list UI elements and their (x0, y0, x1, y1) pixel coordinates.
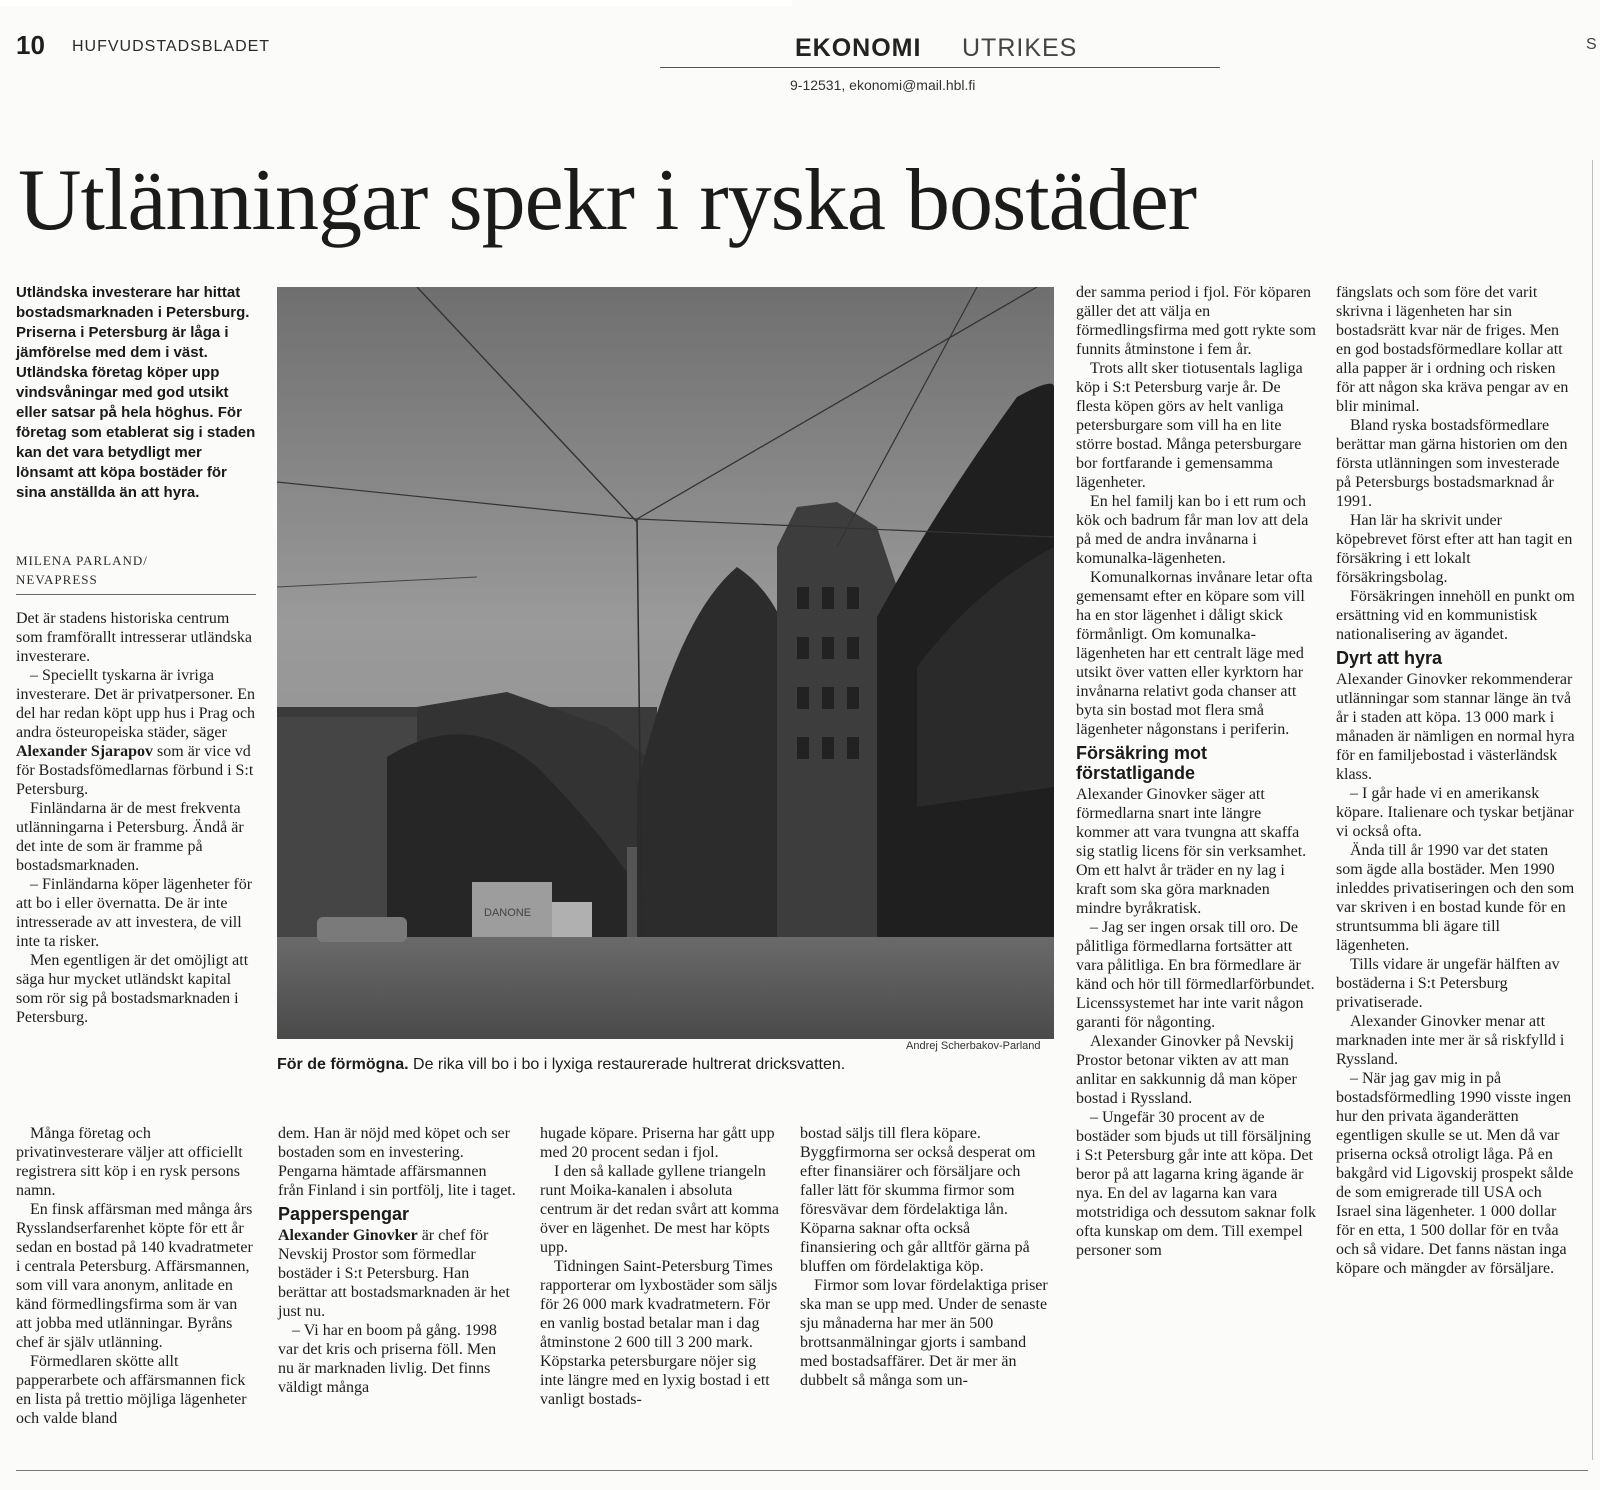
article-column-6 (1336, 283, 1576, 1278)
paragraph: fängslats och som före det varit skrivna i lägenheten har sin bostadsrätt kvar när de friges. Men en god bostadsförmedlare kollar att alla papper är i ordning och risken för att någon ska kräva pengar av en blir minimal. (1336, 284, 1569, 415)
paragraph: Finländarna är de mest frekventa utlänningarna i Petersburg. Ändå är det inte de som är framme på bostadsmarknaden. (16, 800, 244, 874)
paragraph: Alexander Ginovker menar att marknaden inte mer är så riskfylld i Ryssland. (1336, 1013, 1565, 1068)
article-column-5 (1076, 283, 1316, 1260)
paragraph: Alexander Ginovker säger att förmedlarna snart inte längre kommer att vara tvungna att skaffa sig statlig licens för sin verksamhet. Om ett halvt år träder en ny lag i kraft som ska göra marknaden mindre byråkratisk. (1076, 786, 1307, 917)
article-column-1 (16, 609, 256, 1027)
article-photo (277, 287, 1054, 1039)
paragraph: Tidningen Saint-Petersburg Times rapporterar om lyxbostäder som säljs för 26 000 mark kvadratmetern. För en vanlig bostad betalar man i dag åtminstone 2 600 till 3 200 mark. Köpstarka petersburgare nöjer sig inte längre med en lyxig bostad i ett vanligt bostads- (540, 1258, 778, 1408)
paragraph: Alexander Ginovker rekommenderar utlänningar som stannar länge än två år i staden att köpa. 13 000 mark i månaden är nämligen en normal hyra för en familjebostad i västerländsk klass. (1336, 671, 1575, 783)
paragraph: Firmor som lovar fördelaktiga priser ska man se upp med. Under de senaste sju månaderna har mer än 500 brottsanmälningar gjorts i samband med bostadsaffärer. Det är mer än dubbelt så många som un- (800, 1277, 1048, 1389)
column-rule-right (1592, 160, 1593, 1460)
paragraph: Förmedlaren skötte allt papperarbete och affärsmannen fick en lista på trettio möjliga lägenheter och valde bland (16, 1353, 247, 1427)
article-column-4 (800, 1124, 1050, 1390)
subheading: Dyrt att hyra (1336, 648, 1443, 668)
caption-lead: För de förmögna. (277, 1056, 409, 1073)
article-column-1-continued (16, 1124, 256, 1428)
paragraph: Ända till år 1990 var det staten som ägde alla bostäder. Men 1990 inleddes privatiseringen och den som var skriven i en bostad kunde för en struntsumma bli ägare till lägenheten. (1336, 842, 1575, 954)
paragraph: hugade köpare. Priserna har gått upp med 20 procent sedan i fjol. (540, 1125, 775, 1161)
person-name: Alexander Ginovker (278, 1227, 418, 1244)
paragraph: Trots allt sker tiotusentals lagliga köp i S:t Petersburg varje år. De flesta köpen görs av helt vanliga petersburgare som vill ha en lite större bostad. Många petersburgare bor fortfarande i gemensamma lägenheter. (1076, 360, 1303, 491)
page-edge-mark: S (1586, 36, 1597, 53)
byline (16, 551, 256, 589)
article-column-2 (278, 1124, 516, 1397)
subheading: Försäkring mot förstatligande (1076, 743, 1208, 783)
section-title: EKONOMI (795, 34, 922, 62)
photo-credit: Andrej Scherbakov-Parland (906, 1040, 1041, 1052)
street-scene-image (277, 287, 1054, 1039)
paragraph: En finsk affärsman med många års Rysslandserfarenhet köpte för ett år sedan en bostad på 140 kvadratmeter i centrala Petersburg. Affärsmannen, som vill vara anonym, anlitade en känd förmedlingsfirma som är van att jobba med utlänningar. Byråns chef är själv utlänning. (16, 1201, 253, 1351)
paragraph: En hel familj kan bo i ett rum och kök och badrum får man lov att dela på med de andra invånarna i komunalka-lägenheten. (1076, 493, 1309, 567)
paragraph: bostad säljs till flera köpare. Byggfirmorna ser också desperat om efter finansiärer och försäljare och faller lätt för skumma firmor som föresvävar dem fördelaktiga lån. Köparna saknar ofta också finansiering och går alltför gärna på bluffen om fördelaktiga köp. (800, 1125, 1036, 1275)
byline-agency: NEVAPRESS (16, 572, 98, 587)
header-rule (660, 67, 1220, 68)
paragraph: Det är stadens historiska centrum som framförallt intresserar utländska investerare. (16, 610, 252, 665)
paragraph: I den så kallade gyllene triangeln runt Moika-kanalen i absoluta centrum är det redan svårt att komma över en lägenhet. De mest har köpts upp. (540, 1163, 780, 1256)
bottom-rule (16, 1470, 1588, 1471)
page-number: 10 (16, 30, 45, 60)
person-name: Alexander Sjarapov (16, 743, 154, 760)
paragraph: Han lär ha skrivit under köpebrevet först efter att han tagit en försäkring i ett lokalt försäkringsbolag. (1336, 512, 1573, 586)
paragraph: Komunalkornas invånare letar ofta gemensamt efter en köpare som vill ha en stor lägenhet i dåligt skick förmånligt. Om komunalka-lägenheten har ett centralt läge med utsikt över vatten eller kyrktorn har invånarna relativt goda chanser att byta sin bostad mot flera små lägenheter någonstans i periferin. (1076, 569, 1313, 738)
paragraph: – Finländarna köper lägenheter för att bo i eller övernatta. De är inte intresserade av att investera, de vill inte ta risker. (16, 876, 253, 950)
paragraph: Alexander Ginovker på Nevskij Prostor betonar vikten av att man anlitar en sakkunnig då man köper bostad i Ryssland. (1076, 1033, 1297, 1107)
paragraph: – Ungefär 30 procent av de bostäder som bjuds ut till försäljning i S:t Petersburg går inte att köpa. Det beror på att lagarna kring ägande är nya. En del av lagarna kan vara motstridiga och dessutom saknar folk ofta kunskap om dem. Till exempel personer som (1076, 1109, 1316, 1259)
paragraph: Men egentligen är det omöjligt att säga hur mycket utländskt kapital som rör sig på bostadsmarknaden i Petersburg. (16, 952, 249, 1026)
article-column-3 (540, 1124, 780, 1409)
paragraph: – Vi har en boom på gång. 1998 var det kris och priserna föll. Men nu är marknaden livlig. Det finns väldigt många (278, 1322, 497, 1396)
subheading: Papperspengar (278, 1204, 410, 1224)
headline: Utlänningar spekr i ryska bostäder (18, 152, 1197, 249)
paragraph: Tills vidare är ungefär hälften av bostäderna i S:t Petersburg privatiserade. (1336, 956, 1560, 1011)
photo-caption (277, 1055, 1067, 1075)
caption-text: De rika vill bo i bo i lyxiga restaurerade hultrerat dricksvatten. (408, 1056, 846, 1073)
paragraph: Alexander Ginovker är chef för Nevskij Prostor som förmedlar bostäder i S:t Petersburg. Han berättar att bostadsmarknaden är het just nu. (278, 1227, 510, 1320)
paragraph: – När jag gav mig in på bostadsförmedling 1990 visste ingen hur den privata äganderätten egentligen skulle se ut. Men då var priserna också otroligt låga. På en bakgård vid Ligovskij prospekt sålde de som emigrerade till USA och Israel sina lägenheter. 1 000 dollar för en etta, 1 500 dollar för en tvåa och så vidare. Det fanns nästan inga köpare och mängder av försäljare. (1336, 1070, 1574, 1277)
truck-label: DANONE (484, 907, 532, 919)
paragraph: Bland ryska bostadsförmedlare berättar man gärna historien om den första utlänningen som investerade på Petersburgs bostadsmarknad år 1991. (1336, 417, 1568, 510)
paragraph: Många företag och privatinvesterare väljer att officiellt registrera sitt köp i en rysk persons namn. (16, 1125, 243, 1199)
newspaper-name: HUFVUDSTADSBLADET (72, 38, 271, 55)
paragraph: Försäkringen innehöll en punkt om ersättning vid en kommunistisk nationalisering av ägandet. (1336, 588, 1575, 643)
section-subtitle: UTRIKES (962, 34, 1078, 62)
page-top-edge (0, 0, 792, 6)
lead-paragraph: Utländska investerare har hittat bostadsmarknaden i Petersburg. Priserna i Petersburg är låga i jämförelse med dem i väst. Utländska företag köper upp vindsvåningar med god utsikt eller satsar på hela höghus. För företag som etablerat sig i staden kan det vara betydligt mer lönsamt att köpa bostäder för sina anställda än att hyra. (16, 284, 256, 501)
byline-rule (16, 594, 256, 595)
paragraph: – I går hade vi en amerikansk köpare. Italienare och tyskar betjänar vi också ofta. (1336, 785, 1574, 840)
paragraph: dem. Han är nöjd med köpet och ser bostaden som en investering. Pengarna hämtade affärsmannen från Finland i sin portfölj, lite i taget. (278, 1125, 516, 1199)
paragraph: – Jag ser ingen orsak till oro. De pålitliga förmedlarna fortsätter att vara pålitliga. En bra förmedlare är känd och hör till förmedlarförbundet. Licenssystemet har inte varit någon garanti för någonting. (1076, 919, 1315, 1031)
paragraph: – Speciellt tyskarna är ivriga investerare. Det är privatpersoner. En del har redan köpt upp hus i Prag och andra östeuropeiska städer, säger Alexander Sjarapov som är vice vd för Bostadsfömedlarnas förbund i S:t Petersburg. (16, 667, 256, 798)
contact-line: 9-12531, ekonomi@mail.hbl.fi (790, 77, 976, 93)
byline-author: MILENA PARLAND/ (16, 553, 148, 568)
paragraph: der samma period i fjol. För köparen gäller det att välja en förmedlingsfirma med gott rykte som funnits åtminstone i fem år. (1076, 284, 1316, 358)
